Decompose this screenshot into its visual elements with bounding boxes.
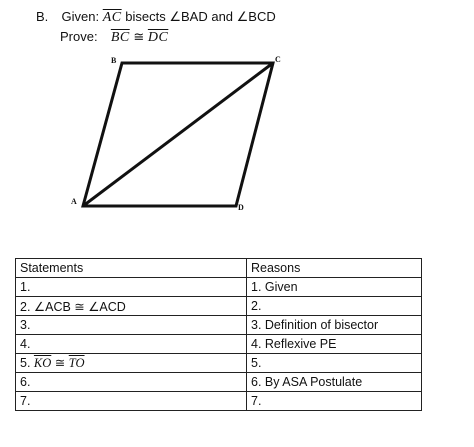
segment-to: $\overline{TO}$ — [68, 356, 85, 370]
segment-ko: $\overline{KO}$ — [33, 356, 52, 370]
statement-cell: 2. ∠ACB ≅ ∠ACD — [16, 297, 247, 316]
given-segment: $\overline{AC}$ — [102, 10, 122, 25]
prove-segment-left: $\overline{BC}$ — [110, 30, 130, 45]
statement-cell — [16, 354, 247, 373]
vertex-label-b: B — [111, 56, 117, 65]
statement-cell: 1. — [16, 278, 247, 297]
table-row — [16, 373, 422, 392]
table-row — [16, 335, 422, 354]
statement-cell: 7. — [16, 392, 247, 411]
statements-header: Statements — [16, 259, 247, 278]
diagonal-ac — [83, 63, 273, 206]
table-row — [16, 278, 422, 297]
vertex-label-c: C — [275, 55, 281, 64]
statement-cell: 3. — [16, 316, 247, 335]
reason-cell: 1. Given — [247, 278, 422, 297]
reason-cell: 4. Reflexive PE — [247, 335, 422, 354]
reason-cell: 2. — [247, 297, 422, 316]
reason-cell: 6. By ASA Postulate — [247, 373, 422, 392]
congruent-symbol: ≅ — [54, 356, 66, 370]
statement-cell: 6. — [16, 373, 247, 392]
prove-segment-right: $\overline{DC}$ — [147, 30, 169, 45]
table-row — [16, 354, 422, 373]
reasons-header: Reasons — [247, 259, 422, 278]
vertex-label-a: A — [71, 197, 77, 206]
given-text: bisects ∠BAD and ∠BCD — [125, 9, 276, 24]
problem-label: B. — [36, 9, 49, 24]
prove-label: Prove: — [60, 29, 98, 44]
reason-cell: 5. — [247, 354, 422, 373]
table-row — [16, 316, 422, 335]
reason-cell: 3. Definition of bisector — [247, 316, 422, 335]
table-row — [16, 392, 422, 411]
statement-number: 5. — [20, 356, 31, 370]
proof-table — [15, 258, 422, 411]
table-row — [16, 297, 422, 316]
reason-cell: 7. — [247, 392, 422, 411]
vertex-label-d: D — [238, 203, 244, 212]
given-label: Given: — [61, 9, 100, 24]
statement-cell: 4. — [16, 335, 247, 354]
congruent-symbol: ≅ — [133, 29, 145, 44]
table-header-row — [16, 259, 422, 278]
